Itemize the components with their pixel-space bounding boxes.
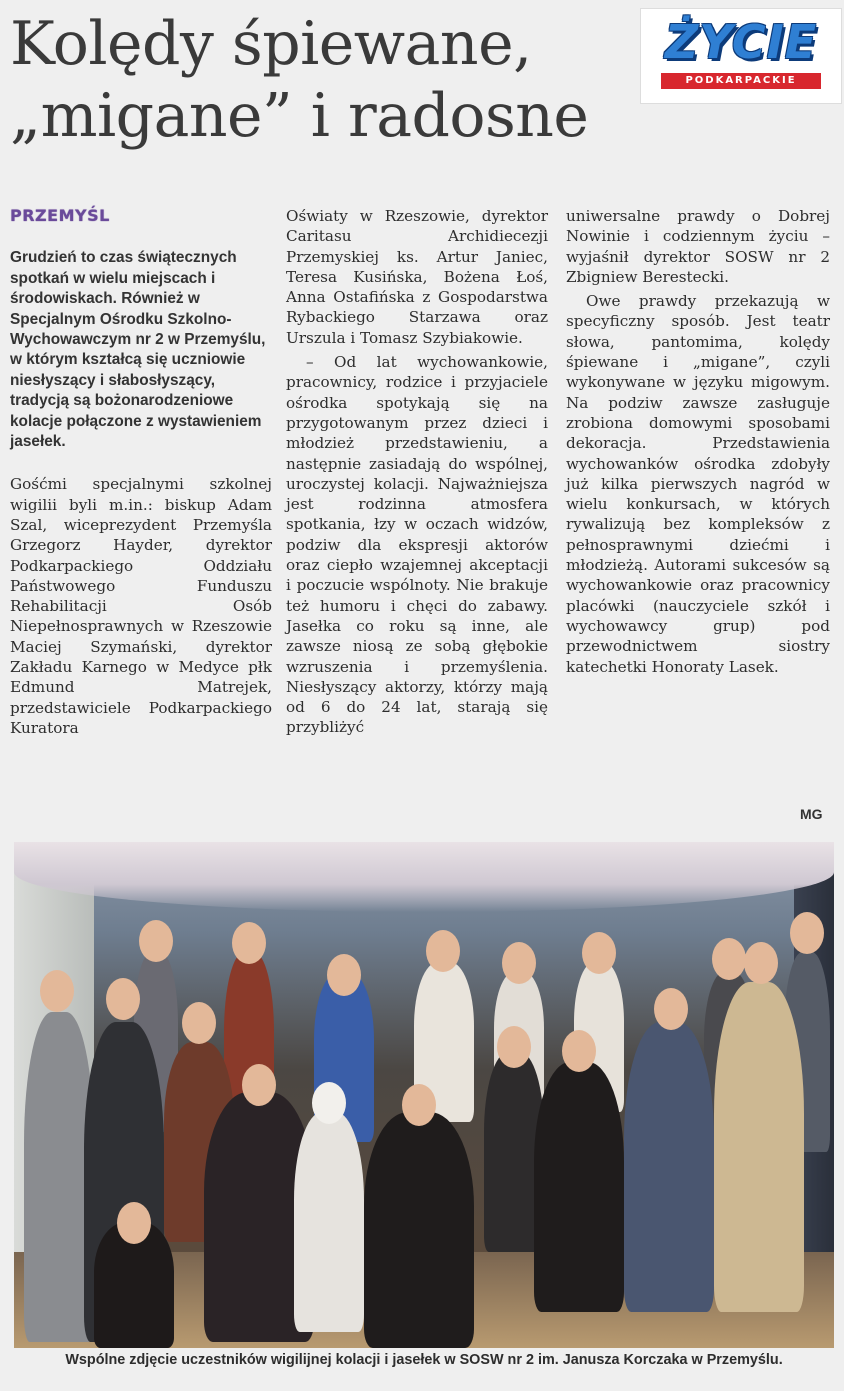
column-2 bbox=[286, 206, 548, 738]
body-paragraph-4: uniwersalne prawdy o Dobrej Nowinie i codziennym życiu – wyjaśnił dyrektor SOSW nr 2 Zbigniew Berestecki. bbox=[566, 207, 830, 286]
photo-caption: Wspólne zdjęcie uczestników wigilijnej kolacji i jasełek w SOSW nr 2 im. Janusza Korczaka w Przemyślu. bbox=[65, 1352, 783, 1368]
photo-head bbox=[402, 1084, 436, 1126]
newspaper-logo bbox=[640, 8, 842, 104]
photo-head bbox=[312, 1082, 346, 1124]
lead-paragraph: Grudzień to czas świątecznych spotkań w wielu miejscach i środowiskach. Również w Specjalnym Ośrodku Szkolno-Wychowawczym nr 2 w Przemyślu, w którym kształcą się uczniowie niesłyszący i słabosłyszący, tradycją są bożonarodzeniowe kolacje połączone z wystawieniem jasełek. bbox=[10, 249, 266, 450]
photo-head bbox=[790, 912, 824, 954]
column-3 bbox=[566, 206, 830, 677]
photo-head bbox=[582, 932, 616, 974]
photo-person bbox=[294, 1112, 364, 1332]
photo-head bbox=[327, 954, 361, 996]
photo-person bbox=[714, 982, 804, 1312]
headline bbox=[10, 8, 710, 152]
photo-head bbox=[712, 938, 746, 980]
photo-head bbox=[502, 942, 536, 984]
section-label: PRZEMYŚL bbox=[10, 206, 110, 225]
photo-head bbox=[562, 1030, 596, 1072]
headline-line-1: Kolędy śpiewane, bbox=[10, 9, 532, 79]
body-paragraph-2: Oświaty w Rzeszowie, dyrektor Caritasu Archidiecezji Przemyskiej ks. Artur Janiec, Teresa Kusińska, Bożena Łoś, Anna Ostafińska z Gospodarstwa Rybackiego Starzawa oraz Urszula i Tomasz Szybiakowie. bbox=[286, 207, 548, 347]
photo-head bbox=[40, 970, 74, 1012]
logo-word: ŻYCIE bbox=[664, 15, 818, 69]
photo-head bbox=[106, 978, 140, 1020]
photo-head bbox=[242, 1064, 276, 1106]
logo-subtitle: PODKARPACKIE bbox=[661, 73, 821, 89]
body-paragraph-5: Owe prawdy przekazują w specyficzny sposób. Jest teatr słowa, pantomima, kolędy śpiewane i „migane”, czyli wykonywane w języku migowym. Na podziw zawsze zasługuje zrobiona domowymi sposobami dekoracja. Przedstawienia wychowanków ośrodka zdobyły już kilka pierwszych nagród w wielu konkursach, w których rywalizują bez kompleksów z pełnosprawnymi dziećmi i młodzieżą. Autorami sukcesów są wychowankowie oraz pracownicy placówki (nauczyciele szkół i wychowawcy grup) pod przewodnictwem siostry katechetki Honoraty Lasek. bbox=[566, 292, 830, 676]
photo-head bbox=[139, 920, 173, 962]
photo-person bbox=[534, 1062, 624, 1312]
photo-head bbox=[426, 930, 460, 972]
author-signature: MG bbox=[800, 806, 823, 822]
photo-person bbox=[624, 1022, 714, 1312]
column-1 bbox=[10, 206, 272, 738]
photo-head bbox=[117, 1202, 151, 1244]
photo-person bbox=[364, 1112, 474, 1348]
body-paragraph-1: Gośćmi specjalnymi szkolnej wigilii byli m.in.: biskup Adam Szal, wiceprezydent Przemyśla Grzegorz Hayder, dyrektor Podkarpackiego Oddziału Państwowego Funduszu Rehabilitacji Osób Niepełnosprawnych w Rzeszowie Maciej Szymański, dyrektor Zakładu Karnego w Medyce płk Edmund Matrejek, przedstawiciele Podkarpackiego Kuratora bbox=[10, 475, 272, 737]
photo-head bbox=[232, 922, 266, 964]
headline-line-2: „migane” i radosne bbox=[10, 81, 589, 151]
photo-head bbox=[654, 988, 688, 1030]
photo-head bbox=[182, 1002, 216, 1044]
photo-head bbox=[497, 1026, 531, 1068]
photo-curtain bbox=[14, 842, 834, 912]
body-paragraph-3: – Od lat wychowankowie, pracownicy, rodzice i przyjaciele ośrodka spotykają się na przygotowanym przez dzieci i młodzież przedstawieniu, a następnie zasiadają do wspólnej, uroczystej kolacji. Najważniejsza jest rodzinna atmosfera spotkania, łzy w oczach widzów, podziw dla ekspresji aktorów oraz ciepło wzajemnej akceptacji i poczucie wspólnoty. Nie brakuje też humoru i chęci do zabawy. Jasełka co roku są inne, ale zawsze niosą ze sobą głębokie wzruszenia i przemyślenia. Niesłyszący aktorzy, którzy mają od 6 do 24 lat, starają się przybliżyć bbox=[286, 353, 548, 737]
photo-head bbox=[744, 942, 778, 984]
group-photo bbox=[14, 842, 834, 1348]
